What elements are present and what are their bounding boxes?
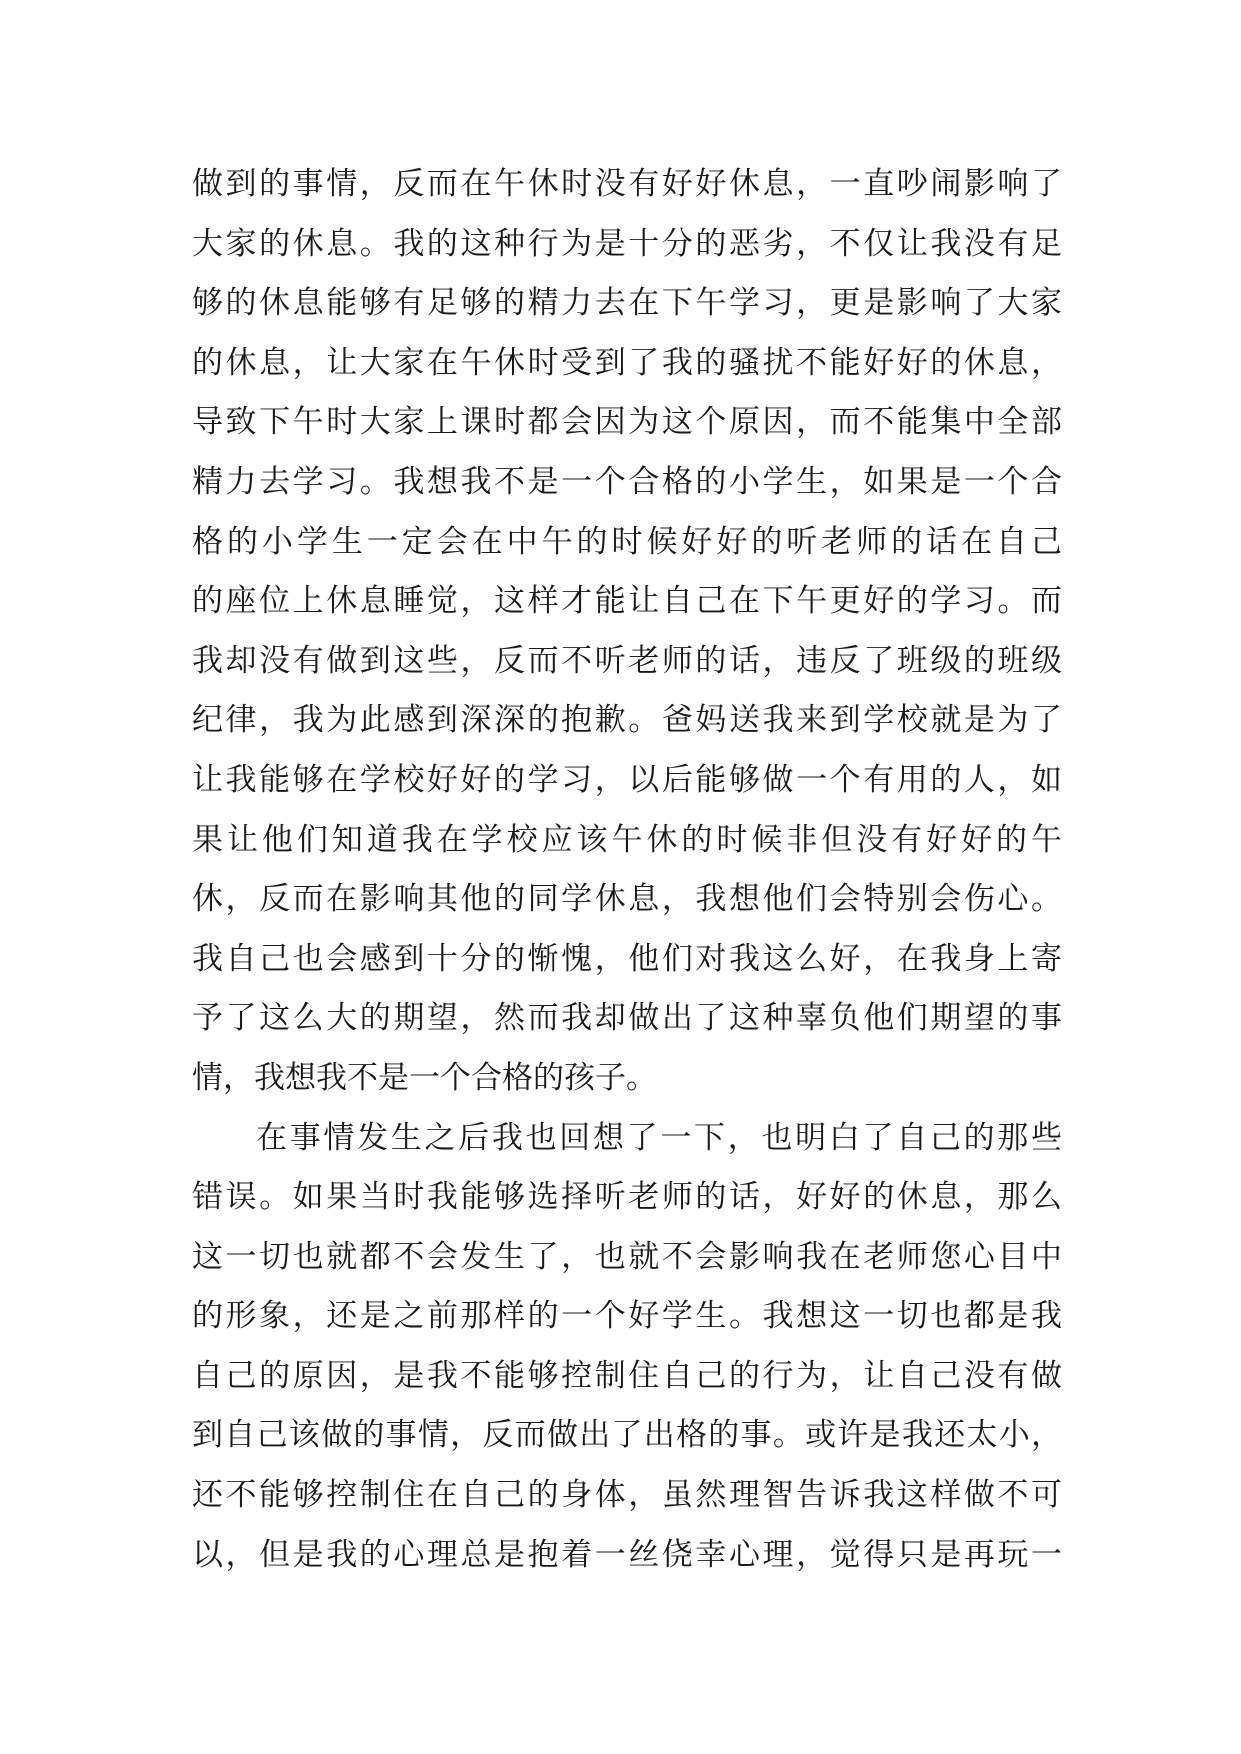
text-line: 我自己也会感到十分的惭愧，他们对我这么好，在我身上寄 (192, 940, 1062, 977)
text-line: 自己的原因，是我不能够控制住自己的行为，让自己没有做 (192, 1357, 1062, 1394)
text-line: 纪律，我为此感到深深的抱歉。爸妈送我来到学校就是为了 (192, 702, 1062, 739)
text-line: 到自己该做的事情，反而做出了出格的事。或许是我还太小， (192, 1417, 1062, 1454)
text-line: 予了这么大的期望，然而我却做出了这种辜负他们期望的事 (192, 1000, 1062, 1037)
text-line: 的座位上休息睡觉，这样才能让自己在下午更好的学习。而 (192, 583, 1062, 620)
text-line: 情，我想我不是一个合格的孩子。 (192, 1059, 657, 1096)
text-line: 在事情发生之后我也回想了一下，也明白了自己的那些 (256, 1119, 1062, 1156)
text-line: 大家的休息。我的这种行为是十分的恶劣，不仅让我没有足 (192, 225, 1062, 262)
text-line: 这一切也就都不会发生了，也就不会影响我在老师您心目中 (192, 1238, 1062, 1275)
text-line: 的休息，让大家在午休时受到了我的骚扰不能好好的休息， (192, 344, 1062, 381)
paragraph-2 (192, 1109, 1062, 1586)
text-line: 精力去学习。我想我不是一个合格的小学生，如果是一个合 (192, 463, 1062, 500)
text-line: 我却没有做到这些，反而不听老师的话，违反了班级的班级 (192, 642, 1062, 679)
text-line: 够的休息能够有足够的精力去在下午学习，更是影响了大家 (192, 285, 1062, 322)
text-line: 让我能够在学校好好的学习，以后能够做一个有用的人，如 (192, 761, 1062, 798)
text-line: 休，反而在影响其他的同学休息，我想他们会特别会伤心。 (192, 881, 1062, 918)
body-text (192, 155, 1062, 1585)
text-line: 做到的事情，反而在午休时没有好好休息，一直吵闹影响了 (192, 166, 1062, 202)
text-line: 果让他们知道我在学校应该午休的时候非但没有好好的午 (192, 821, 1062, 858)
text-line: 导致下午时大家上课时都会因为这个原因，而不能集中全部 (192, 404, 1062, 441)
text-line: 以，但是我的心理总是抱着一丝侥幸心理，觉得只是再玩一 (192, 1536, 1062, 1573)
text-line: 格的小学生一定会在中午的时候好好的听老师的话在自己 (192, 523, 1062, 560)
text-line: 错误。如果当时我能够选择听老师的话，好好的休息，那么 (192, 1179, 1062, 1216)
text-line: 还不能够控制住在自己的身体，虽然理智告诉我这样做不可 (192, 1477, 1062, 1514)
paragraph-1 (192, 155, 1062, 1109)
text-line: 的形象，还是之前那样的一个好学生。我想这一切也都是我 (192, 1298, 1062, 1335)
